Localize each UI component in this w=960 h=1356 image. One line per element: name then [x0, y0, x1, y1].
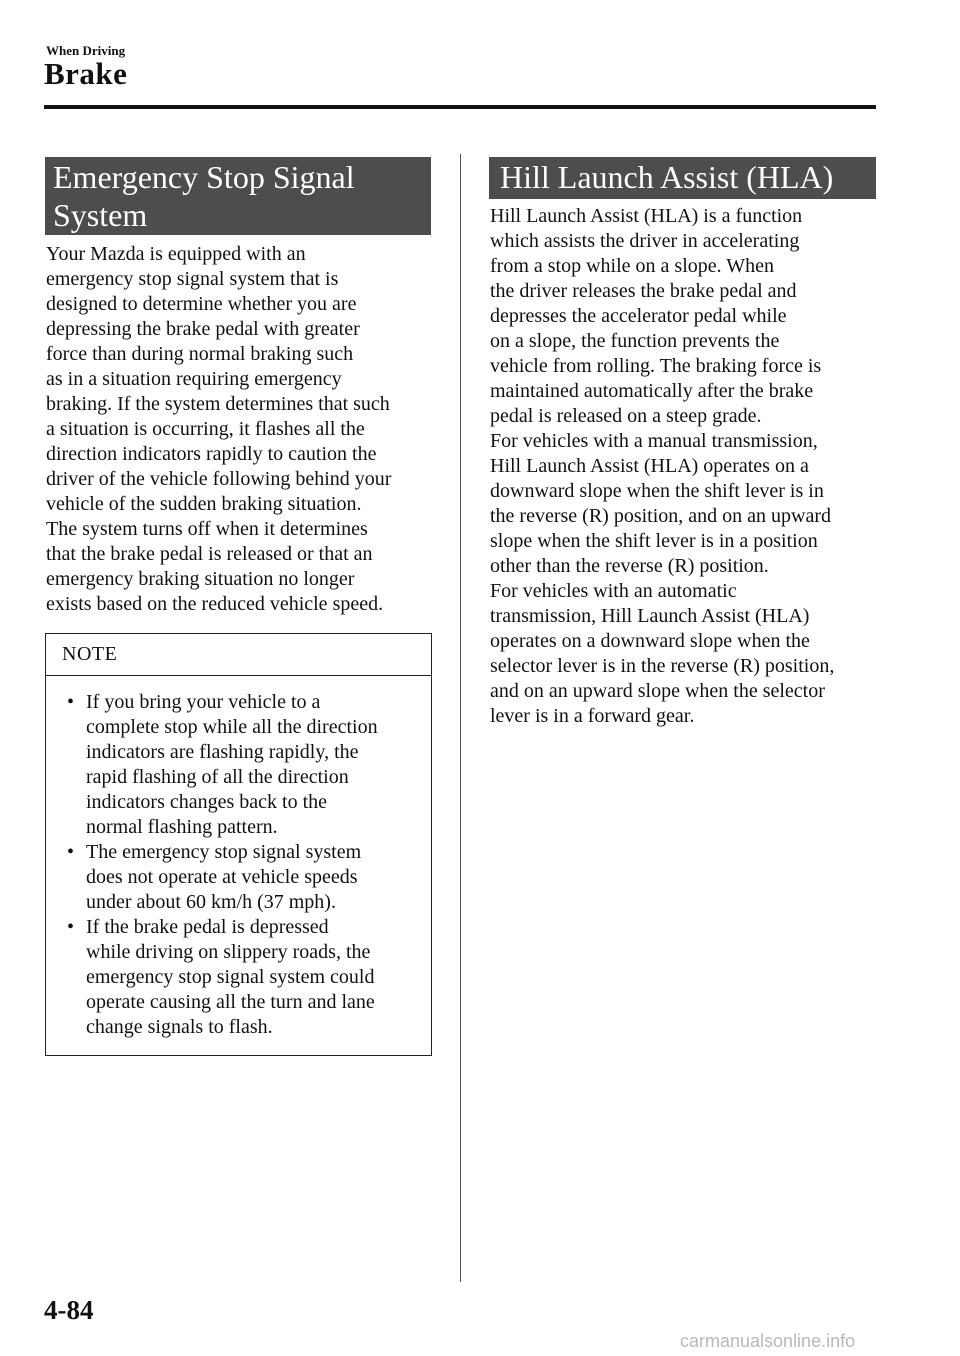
hla-heading: Hill Launch Assist (HLA) — [489, 157, 876, 199]
watermark: carmanualsonline.info — [680, 1331, 856, 1351]
note-item — [62, 690, 428, 840]
body-line: braking. If the system determines that such — [46, 393, 390, 415]
note-line: operate causing all the turn and lane — [86, 991, 375, 1013]
bullet-icon: • — [67, 916, 75, 938]
bullet-icon: • — [67, 841, 75, 863]
note-line: does not operate at vehicle speeds — [86, 866, 358, 888]
note-box — [45, 633, 432, 1056]
body-line: operates on a downward slope when the — [490, 630, 810, 652]
column-divider — [460, 154, 461, 1282]
body-line: driver of the vehicle following behind your — [46, 468, 392, 490]
note-line: If you bring your vehicle to a — [86, 691, 321, 713]
section-label: When Driving — [46, 43, 126, 58]
note-line: normal flashing pattern. — [86, 816, 278, 838]
emergency-stop-heading — [45, 157, 431, 235]
body-line: on a slope, the function prevents the — [490, 330, 780, 352]
note-title: NOTE — [62, 643, 118, 665]
body-line: depresses the accelerator pedal while — [490, 305, 787, 327]
note-line: emergency stop signal system could — [86, 966, 375, 988]
note-line: while driving on slippery roads, the — [86, 941, 371, 963]
body-line: lever is in a forward gear. — [490, 705, 695, 727]
body-line: pedal is released on a steep grade. — [490, 405, 762, 427]
body-line: force than during normal braking such — [46, 343, 354, 365]
note-item — [62, 915, 428, 1040]
body-line: maintained automatically after the brake — [490, 380, 814, 402]
body-line: vehicle of the sudden braking situation. — [46, 493, 362, 515]
note-line: If the brake pedal is depressed — [86, 916, 329, 938]
note-line: under about 60 km/h (37 mph). — [86, 891, 336, 913]
body-line: emergency stop signal system that is — [46, 268, 339, 290]
body-line: vehicle from rolling. The braking force is — [490, 355, 822, 377]
body-line: a situation is occurring, it flashes all the — [46, 418, 365, 440]
body-line: Hill Launch Assist (HLA) is a function — [490, 205, 803, 227]
note-list — [62, 690, 428, 1040]
body-line: For vehicles with a manual transmission, — [490, 430, 818, 452]
note-line: complete stop while all the direction — [86, 716, 378, 738]
note-divider — [46, 675, 431, 676]
header-rule — [44, 105, 876, 109]
note-line: rapid flashing of all the direction — [86, 766, 349, 788]
body-line: depressing the brake pedal with greater — [46, 318, 360, 340]
note-line: change signals to flash. — [86, 1016, 273, 1038]
body-line: the driver releases the brake pedal and — [490, 280, 797, 302]
heading-line: Emergency Stop Signal — [53, 159, 355, 195]
body-line: selector lever is in the reverse (R) position, — [490, 655, 835, 677]
note-item — [62, 840, 428, 915]
body-line: Your Mazda is equipped with an — [46, 243, 306, 265]
chapter-title: Brake — [44, 56, 128, 91]
body-line: Hill Launch Assist (HLA) operates on a — [490, 455, 809, 477]
body-line: The system turns off when it determines — [46, 518, 368, 540]
emergency-stop-body — [46, 242, 438, 617]
note-line: The emergency stop signal system — [86, 841, 362, 863]
body-line: slope when the shift lever is in a position — [490, 530, 818, 552]
body-line: For vehicles with an automatic — [490, 580, 737, 602]
note-line: indicators are flashing rapidly, the — [86, 741, 359, 763]
bullet-icon: • — [67, 691, 75, 713]
page-number: 4-84 — [44, 1295, 94, 1325]
body-line: other than the reverse (R) position. — [490, 555, 769, 577]
body-line: designed to determine whether you are — [46, 293, 357, 315]
hla-body — [490, 204, 882, 729]
body-line: from a stop while on a slope. When — [490, 255, 775, 277]
body-line: transmission, Hill Launch Assist (HLA) — [490, 605, 810, 627]
body-line: as in a situation requiring emergency — [46, 368, 342, 390]
body-line: the reverse (R) position, and on an upward — [490, 505, 832, 527]
body-line: exists based on the reduced vehicle speed. — [46, 593, 384, 615]
body-line: direction indicators rapidly to caution the — [46, 443, 377, 465]
note-line: indicators changes back to the — [86, 791, 328, 813]
body-line: emergency braking situation no longer — [46, 568, 355, 590]
heading-line: System — [53, 197, 148, 233]
body-line: that the brake pedal is released or that an — [46, 543, 373, 565]
body-line: downward slope when the shift lever is in — [490, 480, 824, 502]
body-line: and on an upward slope when the selector — [490, 680, 825, 702]
body-line: which assists the driver in accelerating — [490, 230, 800, 252]
